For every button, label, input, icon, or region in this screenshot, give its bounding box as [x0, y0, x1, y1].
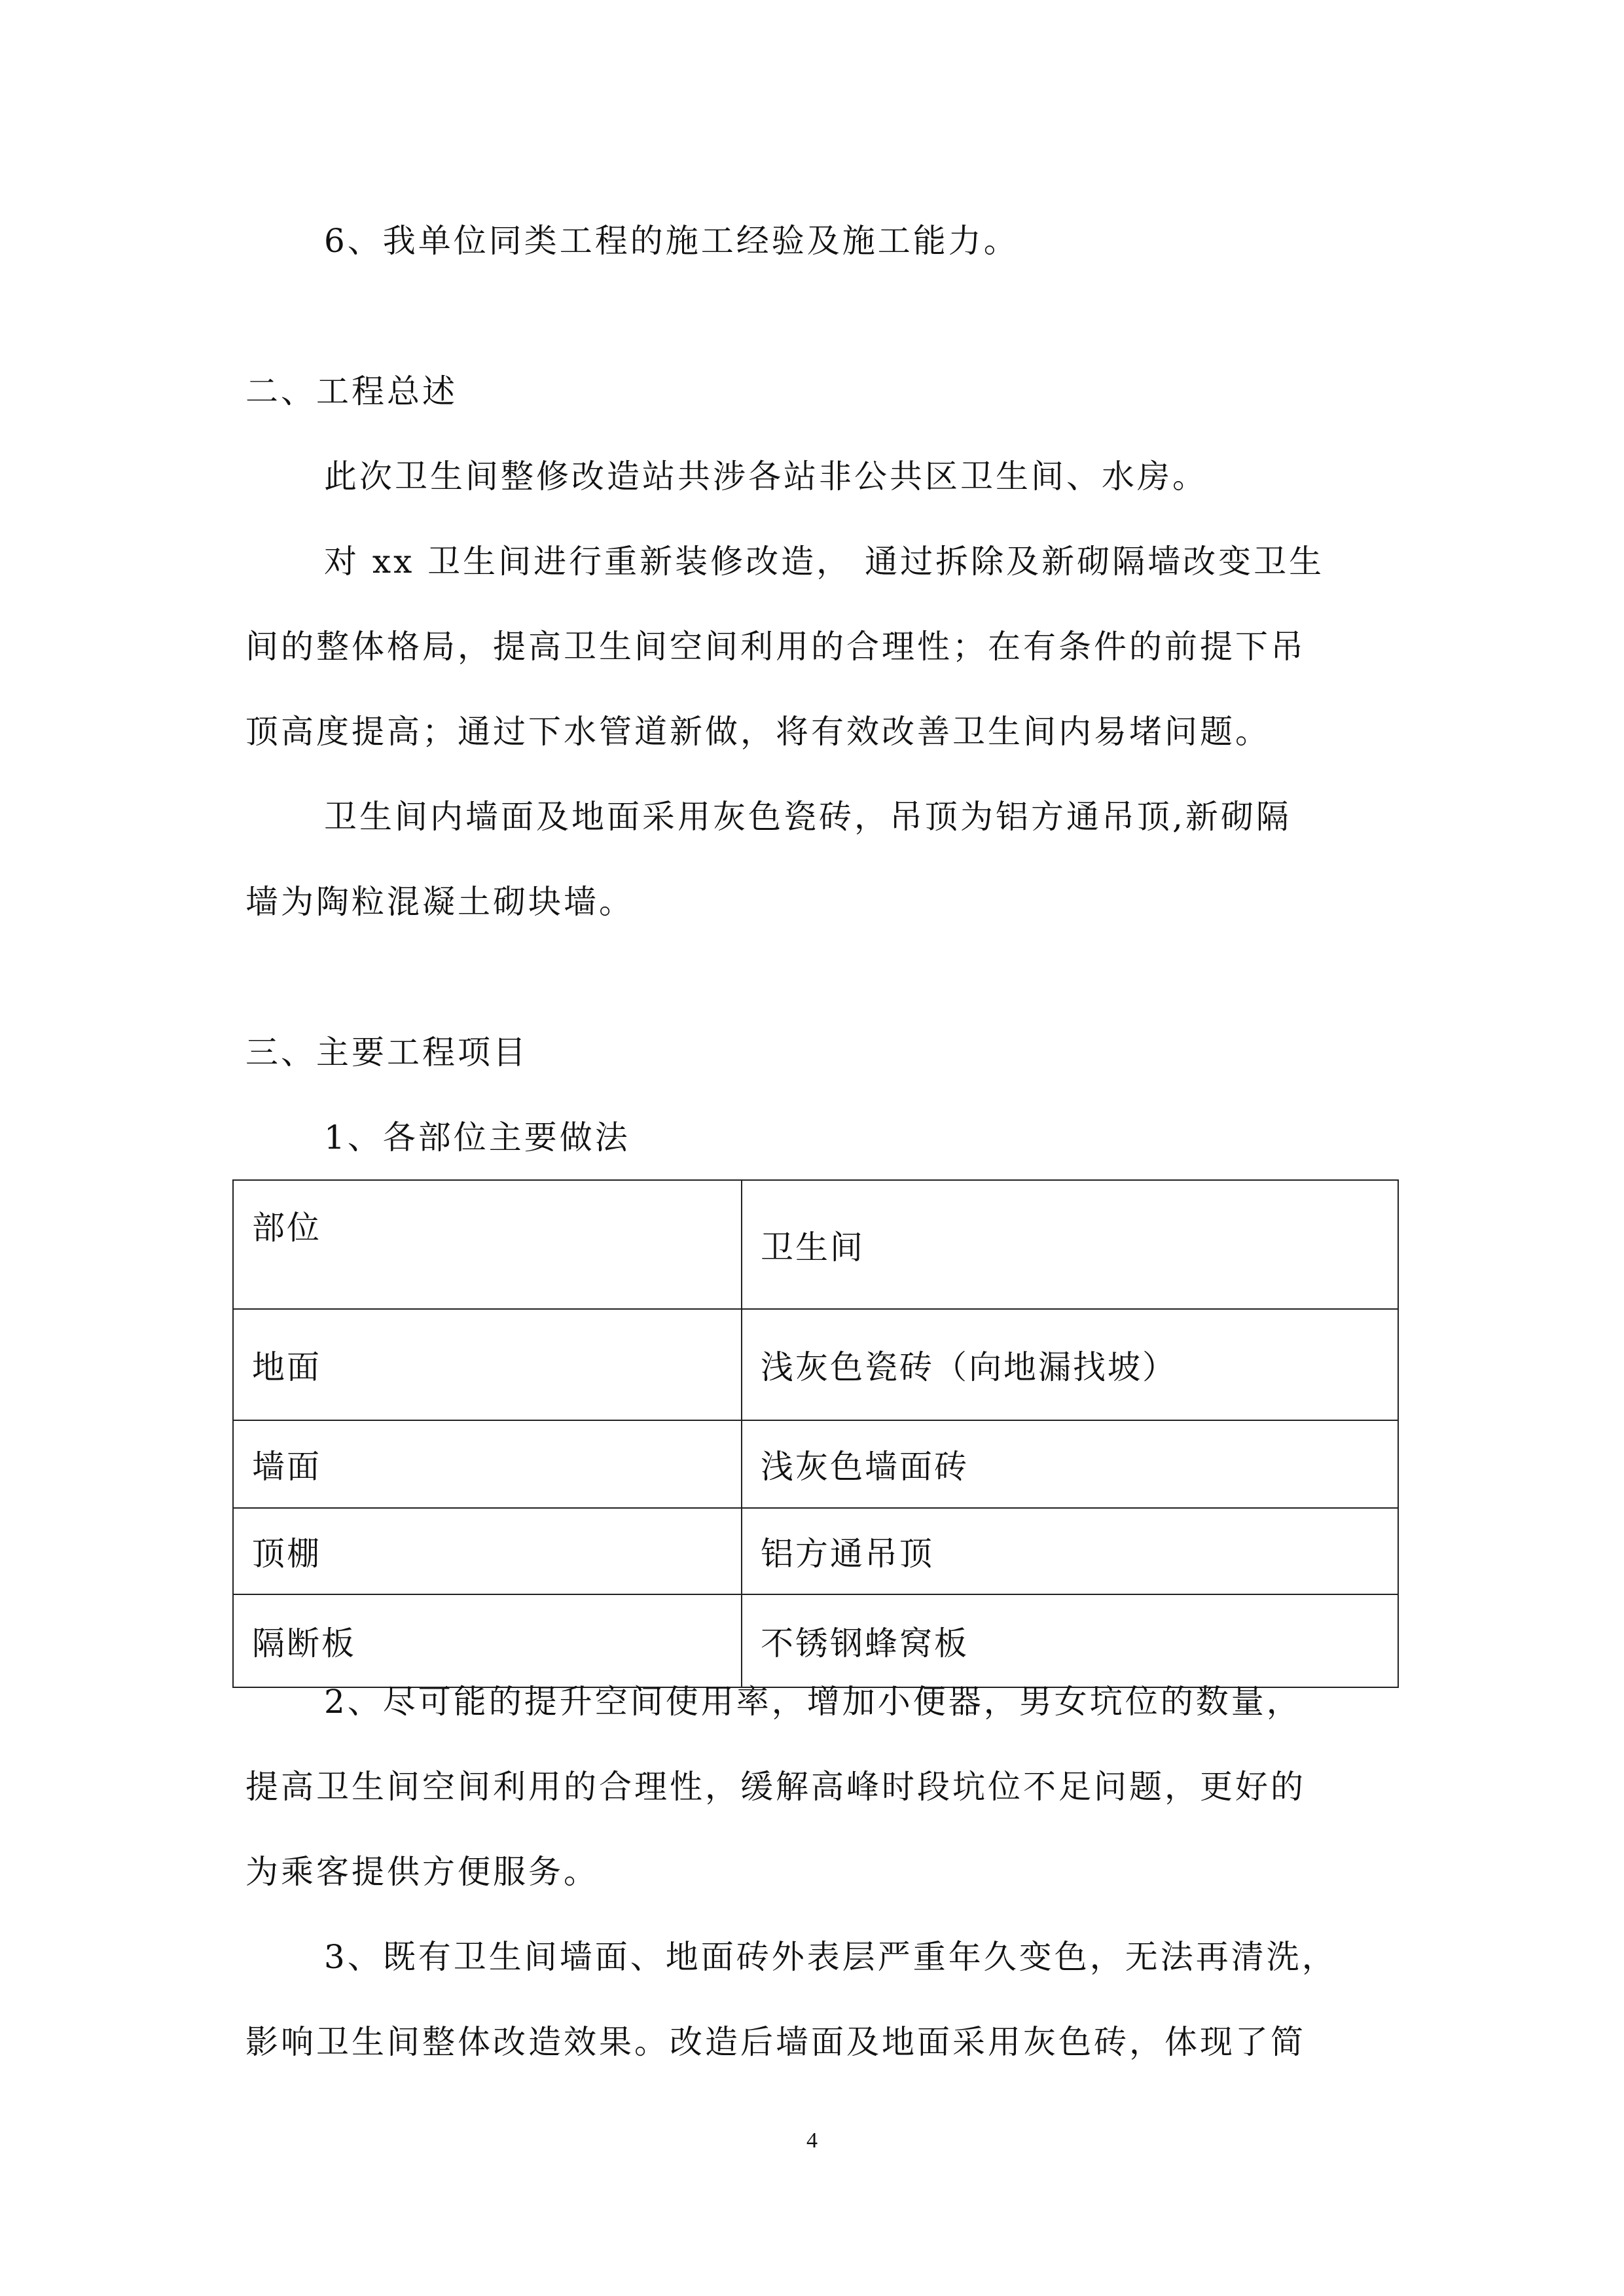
table-cell-method: 铝方通吊顶	[742, 1508, 1398, 1594]
overview-paragraph-3-line-2: 墙为陶粒混凝土砌块墙。	[245, 883, 634, 921]
overview-paragraph-2-line-3: 顶高度提高；通过下水管道新做，将有效改善卫生间内易堵问题。	[245, 713, 1271, 751]
table-row	[233, 1508, 1398, 1594]
table-row	[233, 1420, 1398, 1508]
table-cell-location: 顶棚	[233, 1508, 742, 1594]
methods-table	[232, 1179, 1399, 1688]
page-number: 4	[806, 2128, 818, 2153]
overview-paragraph-1: 此次卫生间整修改造站共涉各站非公共区卫生间、水房。	[324, 457, 1208, 495]
table-cell-method: 浅灰色瓷砖（向地漏找坡）	[742, 1309, 1398, 1420]
overview-paragraph-2-line-2: 间的整体格局，提高卫生间空间利用的合理性；在有条件的前提下吊	[245, 628, 1306, 666]
section-heading-overview: 二、工程总述	[245, 372, 458, 410]
table-header-row	[233, 1180, 1398, 1309]
table-cell-location: 隔断板	[233, 1594, 742, 1687]
section-heading-main-items: 三、主要工程项目	[245, 1033, 528, 1071]
table-row	[233, 1309, 1398, 1420]
item-2-line-2: 提高卫生间空间利用的合理性，缓解高峰时段坑位不足问题，更好的	[245, 1768, 1306, 1806]
table-row	[233, 1594, 1398, 1687]
item-2-line-3: 为乘客提供方便服务。	[245, 1853, 599, 1891]
table-cell-method: 不锈钢蜂窝板	[742, 1594, 1398, 1687]
table-cell-method: 浅灰色墙面砖	[742, 1420, 1398, 1508]
item-2-line-1: 2、尽可能的提升空间使用率，增加小便器，男女坑位的数量，	[324, 1683, 1302, 1721]
table-cell-location: 地面	[233, 1309, 742, 1420]
overview-paragraph-3-line-1: 卫生间内墙面及地面采用灰色瓷砖，吊顶为铝方通吊顶,新砌隔	[324, 798, 1291, 836]
table-header-location: 部位	[233, 1180, 742, 1309]
item-3-line-1: 3、既有卫生间墙面、地面砖外表层严重年久变色，无法再清洗，	[324, 1938, 1337, 1976]
table-cell-location: 墙面	[233, 1420, 742, 1508]
overview-paragraph-2-line-1: 对 xx 卫生间进行重新装修改造， 通过拆除及新砌隔墙改变卫生	[324, 543, 1325, 581]
item-6-text: 6、我单位同类工程的施工经验及施工能力。	[324, 222, 1019, 260]
item-3-line-2: 影响卫生间整体改造效果。改造后墙面及地面采用灰色砖，体现了简	[245, 2023, 1306, 2061]
subheading-methods: 1、各部位主要做法	[324, 1119, 630, 1157]
table-header-restroom: 卫生间	[742, 1180, 1398, 1309]
